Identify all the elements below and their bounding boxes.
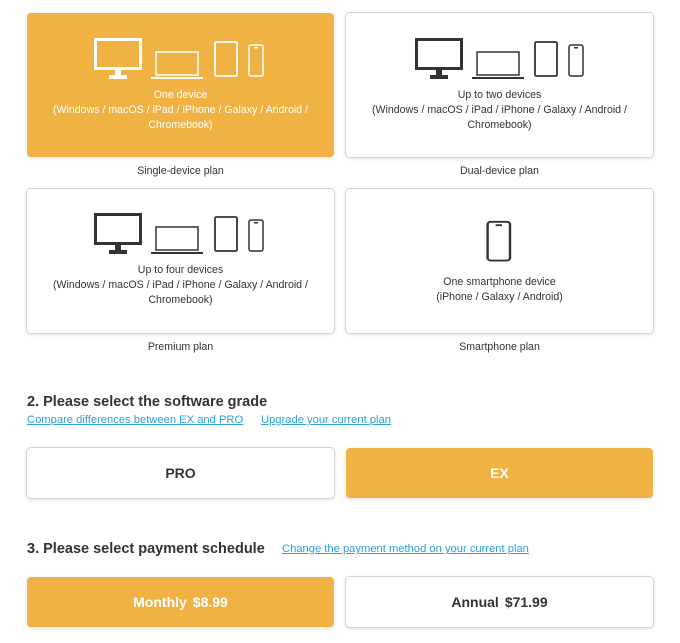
plan-label-premium: Premium plan bbox=[147, 341, 214, 353]
plan-description-line: (Windows / macOS / iPad / iPhone / Galaxy / Android / bbox=[53, 279, 308, 291]
grade-section-title: 2. Please select the software grade bbox=[27, 394, 268, 410]
smartphone-icon bbox=[249, 220, 263, 251]
tablet-icon bbox=[215, 42, 237, 76]
plan-card-premium[interactable] bbox=[27, 189, 334, 333]
plan-description bbox=[37, 263, 324, 308]
monitor-icon bbox=[417, 40, 462, 80]
monthly-price: $8.99 bbox=[192, 594, 228, 610]
plan-description-line: One device bbox=[153, 89, 208, 101]
tablet-icon bbox=[535, 42, 557, 76]
plan-description bbox=[356, 88, 643, 133]
plan-card-smartphone[interactable] bbox=[346, 189, 653, 333]
plan-description-line: (Windows / macOS / iPad / iPhone / Galaxy / Android / bbox=[372, 104, 627, 116]
monitor-icon bbox=[96, 40, 141, 80]
payment-section-title: 3. Please select payment schedule bbox=[27, 541, 265, 557]
smartphone-icon bbox=[488, 222, 510, 261]
plan-label-single: Single-device plan bbox=[137, 165, 224, 177]
plan-description-line: Chromebook) bbox=[148, 119, 213, 131]
smartphone-icon bbox=[569, 45, 583, 76]
plan-description-line: Chromebook) bbox=[467, 119, 532, 131]
grade-ex-button[interactable] bbox=[346, 448, 653, 498]
plan-description bbox=[37, 88, 324, 133]
plan-description bbox=[356, 275, 643, 305]
plan-description-line: One smartphone device bbox=[443, 276, 556, 288]
monthly-payment-button[interactable] bbox=[27, 577, 334, 627]
grade-ex-label: EX bbox=[490, 465, 509, 481]
plan-description-line: Up to two devices bbox=[457, 89, 542, 101]
laptop-icon bbox=[472, 52, 524, 79]
annual-price: $71.99 bbox=[504, 594, 548, 610]
plan-label-smartphone: Smartphone plan bbox=[459, 341, 540, 353]
upgrade-plan-link[interactable]: Upgrade your current plan bbox=[261, 414, 391, 426]
annual-label: Annual bbox=[451, 594, 499, 610]
plan-description-line: Chromebook) bbox=[148, 294, 213, 306]
annual-payment-button[interactable] bbox=[346, 577, 653, 627]
laptop-icon bbox=[151, 52, 203, 79]
compare-link[interactable]: Compare differences between EX and PRO bbox=[27, 414, 244, 426]
tablet-icon bbox=[215, 217, 237, 251]
smartphone-icon bbox=[249, 45, 263, 76]
plan-card-single[interactable] bbox=[27, 13, 334, 157]
device-icons bbox=[27, 213, 334, 255]
laptop-icon bbox=[151, 227, 203, 254]
monitor-icon bbox=[96, 215, 141, 255]
plan-card-dual[interactable] bbox=[346, 13, 653, 157]
device-icons bbox=[346, 38, 653, 80]
plan-description-line: (iPhone / Galaxy / Android) bbox=[436, 291, 563, 303]
monthly-label: Monthly bbox=[133, 594, 187, 610]
plan-label-dual: Dual-device plan bbox=[460, 165, 539, 177]
change-payment-method-link[interactable]: Change the payment method on your current plan bbox=[282, 543, 529, 555]
grade-pro-label: PRO bbox=[165, 465, 196, 481]
grade-pro-button[interactable] bbox=[27, 448, 334, 498]
device-icons bbox=[346, 213, 653, 263]
plan-description-line: (Windows / macOS / iPad / iPhone / Galaxy / Android / bbox=[53, 104, 308, 116]
device-icons bbox=[27, 38, 334, 80]
plan-description-line: Up to four devices bbox=[137, 264, 224, 276]
